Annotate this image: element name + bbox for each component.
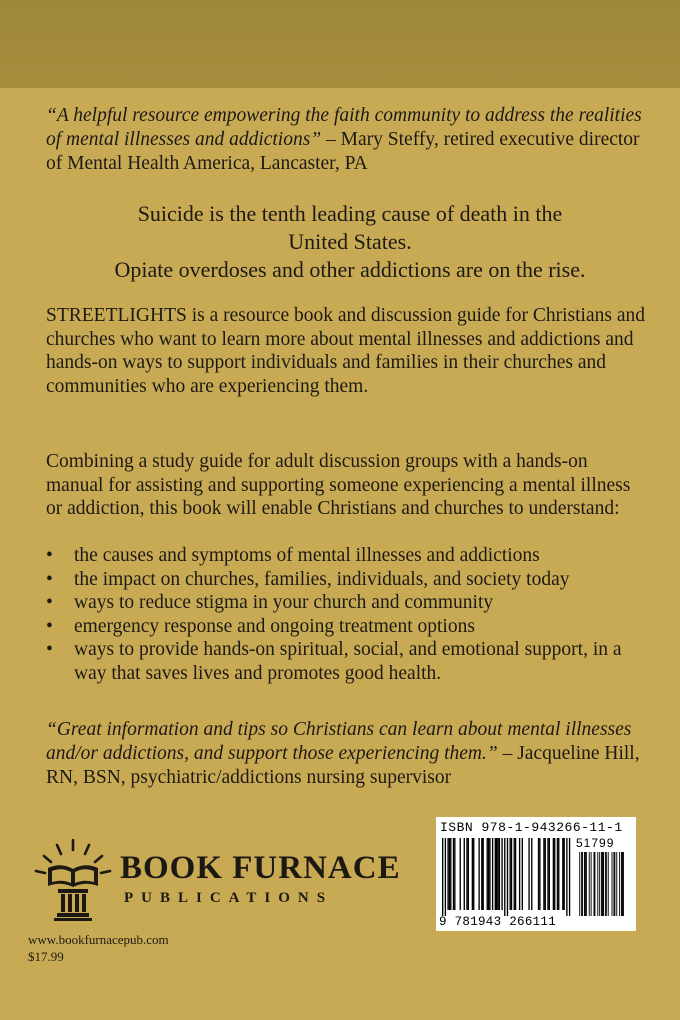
addon-bar [603, 852, 604, 916]
addon-bar [621, 852, 622, 916]
list-item-text: emergency response and ongoing treatment options [74, 615, 475, 637]
addon-bar [622, 852, 623, 916]
addon-bar [584, 852, 585, 916]
barcode-bar [562, 838, 563, 910]
barcode-bar [519, 838, 520, 910]
addon-bar [601, 852, 602, 916]
barcode-bar [531, 838, 532, 910]
addon-bar [619, 852, 620, 916]
barcode-bar [450, 838, 451, 910]
description-paragraph-2: Combining a study guide for adult discussion groups with a hands-on manual for assisting and supporting someone experiencing a mental illness or addiction, this book will enable Christians and churches to understand: [46, 451, 631, 519]
barcode-bar [472, 838, 473, 910]
barcode-bar [487, 838, 488, 910]
barcode-bar [569, 838, 570, 916]
quote-text: “Great information and tips so Christians can learn about mental illnesses and/or addictions, and support those experiencing them.” [46, 719, 632, 764]
list-item [46, 568, 656, 592]
barcode-bar [489, 838, 490, 910]
quote-attribution: – Jacqueline Hill, RN, BSN, psychiatric/addictions nursing supervisor [46, 743, 640, 788]
addon-bar [582, 852, 583, 916]
addon-bar [614, 852, 615, 916]
isbn-barcode [436, 817, 636, 931]
addon-bar [585, 852, 586, 916]
endorsement-quote-1 [46, 104, 656, 176]
barcode-bar [511, 838, 512, 910]
description-paragraph-1: STREETLIGHTS is a resource book and discussion guide for Christians and churches who want to learn more about mental illnesses and addictions and hands-on ways to support individuals and families in their churches and communities who are experiencing them. [46, 305, 645, 397]
barcode-bar [547, 838, 548, 910]
barcode-bar [553, 838, 554, 910]
barcode-bar [499, 838, 500, 910]
barcode-bar [564, 838, 565, 910]
list-item [46, 591, 656, 615]
list-item-text: the causes and symptoms of mental illnesses and addictions [74, 545, 540, 566]
list-item [46, 638, 656, 685]
barcode-bar [497, 838, 498, 910]
barcode-bar [478, 838, 479, 910]
barcode-bar [447, 838, 448, 910]
barcode-bar [545, 838, 546, 910]
barcode-bar [453, 838, 454, 910]
barcode-bar [481, 838, 482, 910]
barcode-bar [539, 838, 540, 910]
list-item [46, 615, 656, 639]
headline-line-1: Suicide is the tenth leading cause of death in the [137, 201, 563, 226]
barcode-bar [445, 838, 446, 916]
headline-statement [70, 200, 630, 284]
open-book-pillar-icon [28, 836, 118, 922]
barcode-bar [501, 838, 502, 910]
addon-bar [579, 852, 580, 916]
bullet-icon: • [46, 545, 53, 566]
quote-text: “A helpful resource empowering the faith community to address the realities of mental illnesses and addictions” [46, 105, 642, 150]
barcode-bar [554, 838, 555, 910]
price: $17.99 [28, 949, 64, 964]
publisher-logo [28, 836, 418, 926]
addon-bar [623, 852, 624, 916]
barcode-bar [466, 838, 467, 910]
barcode-bar [454, 838, 455, 910]
barcode-bar [566, 838, 567, 916]
barcode-bar [473, 838, 474, 910]
isbn-label: ISBN 978-1-943266-11-1 [440, 820, 623, 835]
price-addon-digits: 51799 [576, 836, 615, 850]
list-item-text: the impact on churches, families, individuals, and society today [74, 568, 570, 590]
topics-list [46, 544, 656, 685]
barcode-bar [549, 838, 550, 910]
barcode-bar [488, 838, 489, 910]
bullet-icon: • [46, 639, 53, 660]
top-color-band [0, 0, 680, 88]
addon-bar [581, 852, 582, 916]
addon-bar [602, 852, 603, 916]
barcode-bar [492, 838, 493, 910]
barcode-bar [557, 838, 558, 910]
website-url: www.bookfurnacepub.com [28, 932, 169, 947]
addon-bar [616, 852, 617, 916]
list-item [46, 544, 656, 568]
publisher-name: BOOK FURNACE [120, 850, 401, 886]
endorsement-quote-2 [46, 718, 656, 790]
barcode-bar [483, 838, 484, 910]
barcode-bar [468, 838, 469, 910]
barcode-bar [495, 838, 496, 910]
barcode-bar [558, 838, 559, 910]
bullet-icon: • [46, 615, 53, 637]
barcode-bar [449, 838, 450, 910]
quote-attribution: – Mary Steffy, retired executive director of Mental Health America, Lancaster, PA [46, 129, 640, 174]
headline-line-3: Opiate overdoses and other addictions are on the rise. [114, 257, 586, 282]
barcode-bars [442, 838, 630, 918]
addon-bar [608, 852, 609, 916]
barcode-bar [522, 838, 523, 910]
barcode-bar [496, 838, 497, 910]
addon-bar [612, 852, 613, 916]
barcode-bar [442, 838, 443, 916]
barcode-bar [538, 838, 539, 910]
barcode-bar [514, 838, 515, 910]
barcode-bar [543, 838, 544, 910]
barcode-bar [515, 838, 516, 910]
list-item-text: ways to reduce stigma in your church and community [74, 592, 494, 613]
headline-line-2: United States. [288, 229, 412, 254]
barcode-bar [504, 838, 505, 916]
addon-bar [613, 852, 614, 916]
ean-digits: 9 781943 266111 [439, 915, 557, 929]
barcode-bar [464, 838, 465, 910]
addon-bar [594, 852, 595, 916]
barcode-bar [460, 838, 461, 910]
addon-bar [594, 852, 595, 916]
addon-bar [605, 852, 606, 916]
addon-bar [606, 852, 607, 916]
addon-bar [586, 852, 587, 916]
barcode-bar [507, 838, 508, 916]
addon-bar [599, 852, 600, 916]
bullet-icon: • [46, 568, 53, 590]
publisher-subtitle: PUBLICATIONS [124, 890, 334, 906]
list-item-text: ways to provide hands-on spiritual, social, and emotional support, in a way that saves lives and promotes good health. [74, 639, 622, 684]
addon-bar [591, 852, 592, 916]
barcode-bar [510, 838, 511, 910]
addon-bar [589, 852, 590, 916]
bullet-icon: • [46, 592, 53, 613]
barcode-bar [528, 838, 529, 910]
addon-bar [597, 852, 598, 916]
